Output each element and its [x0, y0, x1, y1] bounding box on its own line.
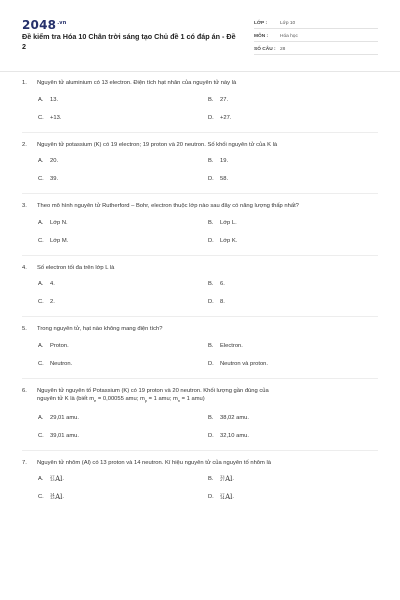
option-b[interactable]: B. Lớp L.: [208, 219, 237, 226]
question-text: Nguyên tử aluminium có 13 electron. Điện tích hạt nhân của nguyên tử này là: [37, 80, 237, 86]
option-d[interactable]: D. Lớp K.: [208, 237, 238, 244]
question-divider: [22, 378, 378, 379]
question-2: [22, 141, 378, 186]
question-number: 1.: [22, 80, 27, 86]
meta-row-class: [254, 16, 378, 29]
question-number: 6.: [22, 387, 27, 394]
question-6: [22, 387, 378, 442]
option-b[interactable]: B. 13 27Al .: [208, 474, 234, 484]
option-c[interactable]: C. Neutron.: [38, 360, 73, 367]
meta-value: 28: [280, 47, 286, 52]
question-text: Nguyên tử nhôm (Al) có 13 proton và 14 neutron. Kí hiệu nguyên tử của nguyên tố nhôm là: [37, 459, 271, 466]
option-d[interactable]: D. 58.: [208, 176, 229, 183]
meta-info: [254, 16, 378, 55]
option-d[interactable]: D. 27 14Al .: [208, 492, 234, 502]
logo-text: 2048: [22, 18, 57, 32]
option-b[interactable]: B. 38,02 amu.: [208, 414, 250, 421]
question-divider: [22, 193, 378, 194]
question-text: Theo mô hình nguyên tử Rutherford – Bohr, electron thuộc lớp nào sau đây có năng lượng thấp nhất?: [37, 203, 299, 209]
option-d[interactable]: D. 8.: [208, 299, 225, 306]
question-divider: [22, 316, 378, 317]
question-text: Trong nguyên tử, hạt nào không mang điện tích?: [37, 326, 163, 332]
option-c[interactable]: C. Lớp M.: [38, 237, 69, 244]
question-number: 3.: [22, 203, 27, 209]
option-c[interactable]: C. +13.: [38, 114, 62, 121]
question-divider: [22, 450, 378, 451]
option-b[interactable]: B. Electron.: [208, 342, 243, 349]
option-c[interactable]: C. 2.: [38, 299, 55, 306]
question-divider: [22, 255, 378, 256]
meta-key: LỚP :: [254, 21, 268, 26]
question-3: [22, 202, 378, 247]
meta-key: MÔN :: [254, 34, 269, 39]
question-number: 2.: [22, 141, 27, 148]
option-a[interactable]: A. Lớp N.: [38, 219, 68, 226]
site-logo[interactable]: [22, 18, 67, 32]
meta-row-count: [254, 42, 378, 55]
question-text: Số electron tối đa trên lớp L là: [37, 264, 115, 271]
option-b[interactable]: B. 6.: [208, 281, 225, 288]
isotope-symbol: 27 13Al: [50, 474, 63, 484]
option-c[interactable]: C. 14 13Al .: [38, 492, 64, 502]
option-a[interactable]: A. 4.: [38, 281, 55, 288]
question-number: 4.: [22, 264, 27, 271]
meta-row-subject: [254, 29, 378, 42]
question-divider: [22, 132, 378, 133]
question-7: [22, 459, 378, 504]
meta-key: SỐ CÂU :: [254, 47, 276, 52]
isotope-symbol: 14 13Al: [50, 492, 63, 502]
question-number: 7.: [22, 459, 27, 466]
question-5: [22, 325, 378, 370]
question-1: [22, 79, 378, 124]
meta-value: Hóa học: [280, 34, 298, 39]
option-d[interactable]: D. 32,10 amu.: [208, 432, 250, 439]
header: [22, 14, 378, 66]
isotope-symbol: 27 14Al: [220, 492, 233, 502]
option-a[interactable]: A. 29,01 amu.: [38, 414, 80, 421]
option-a[interactable]: A. 20.: [38, 158, 59, 165]
question-number: 5.: [22, 326, 27, 332]
question-list: [22, 79, 378, 503]
option-a[interactable]: A. 27 13Al .: [38, 474, 64, 484]
option-a[interactable]: A. 13.: [38, 96, 59, 103]
header-divider: [0, 71, 400, 72]
meta-value: Lớp 10: [280, 21, 296, 26]
option-c[interactable]: C. 39,01 amu.: [38, 432, 80, 439]
question-text: Nguyên tử nguyên tố Potassium (K) có 19 proton và 20 neutron. Khối lượng gần đúng của nguyên tử K là (biết $m_e = 0,00055$ amu; $m_p = 1$ amu; $m_n = 1$ amu): [37, 387, 269, 404]
isotope-symbol: 13 27Al: [220, 474, 233, 484]
question-4: [22, 264, 378, 309]
option-b[interactable]: B. 19.: [208, 158, 229, 165]
option-c[interactable]: C. 39.: [38, 176, 59, 183]
question-text: Nguyên tử potassium (K) có 19 electron; 19 proton và 20 neutron. Số khối nguyên tử của K là: [37, 141, 278, 148]
option-b[interactable]: B. 27.: [208, 96, 229, 103]
document-title: Đề kiểm tra Hóa 10 Chân trời sáng tạo Chủ đề 1 có đáp án - Đề 2: [22, 32, 236, 51]
option-a[interactable]: A. Proton.: [38, 342, 69, 349]
option-d[interactable]: D. Neutron và proton.: [208, 360, 269, 367]
option-d[interactable]: D. +27.: [208, 114, 232, 121]
logo-suffix: .vn: [57, 20, 67, 26]
